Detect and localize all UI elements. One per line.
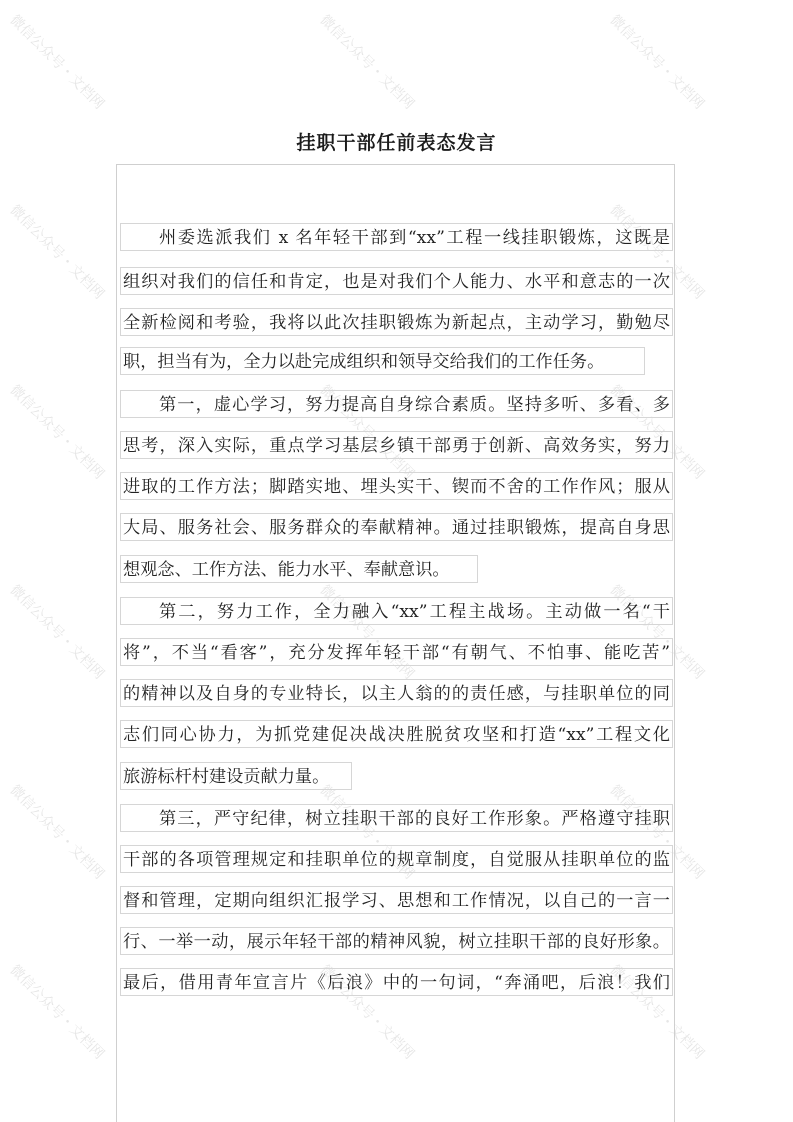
watermark-text: 微信公众号・文档网 — [316, 582, 417, 683]
text-line: 大局、服务社会、服务群众的奉献精神。通过挂职锻炼，提高自身思 — [120, 513, 673, 541]
watermark-text: 微信公众号・文档网 — [606, 782, 707, 883]
watermark-text: 微信公众号・文档网 — [606, 202, 707, 303]
watermark-text: 微信公众号・文档网 — [6, 382, 107, 483]
watermark-text: 微信公众号・文档网 — [6, 12, 107, 113]
text-line: 进取的工作方法；脚踏实地、埋头实干、锲而不舍的工作作风；服从 — [120, 472, 673, 500]
watermark-text: 微信公众号・文档网 — [316, 12, 417, 113]
text-line: 思考，深入实际，重点学习基层乡镇干部勇于创新、高效务实，努力 — [120, 431, 673, 459]
text-line: 第一，虚心学习，努力提高自身综合素质。坚持多听、多看、多 — [120, 390, 673, 418]
text-line: 全新检阅和考验，我将以此次挂职锻炼为新起点，主动学习，勤勉尽 — [120, 308, 673, 336]
text-line: 第三，严守纪律，树立挂职干部的良好工作形象。严格遵守挂职 — [120, 804, 673, 832]
text-line: 组织对我们的信任和肯定，也是对我们个人能力、水平和意志的一次 — [120, 267, 673, 295]
watermark-text: 微信公众号・文档网 — [606, 962, 707, 1063]
watermark-text: 微信公众号・文档网 — [606, 382, 707, 483]
text-line: 行、一举一动，展示年轻干部的精神风貌，树立挂职干部的良好形象。 — [120, 927, 673, 955]
text-line: 干部的各项管理规定和挂职单位的规章制度，自觉服从挂职单位的监 — [120, 845, 673, 873]
text-line: 最后，借用青年宣言片《后浪》中的一句词，“奔涌吧，后浪！我们 — [120, 968, 673, 996]
watermark-text: 微信公众号・文档网 — [316, 782, 417, 883]
watermark-text: 微信公众号・文档网 — [606, 582, 707, 683]
watermark-text: 微信公众号・文档网 — [6, 582, 107, 683]
watermark-text: 微信公众号・文档网 — [316, 382, 417, 483]
text-line: 职，担当有为，全力以赴完成组织和领导交给我们的工作任务。 — [120, 347, 645, 375]
watermark-text: 微信公众号・文档网 — [6, 782, 107, 883]
text-line: 州委选派我们 x 名年轻干部到“xx”工程一线挂职锻炼，这既是 — [120, 223, 673, 251]
text-line: 将”，不当“看客”，充分发挥年轻干部“有朝气、不怕事、能吃苦” — [120, 638, 673, 666]
watermark-text: 微信公众号・文档网 — [606, 12, 707, 113]
document-title: 挂职干部任前表态发言 — [296, 132, 497, 154]
text-line: 志们同心协力，为抓党建促决战决胜脱贫攻坚和打造“xx”工程文化 — [120, 720, 673, 748]
text-line: 想观念、工作方法、能力水平、奉献意识。 — [120, 555, 478, 583]
watermark-text: 微信公众号・文档网 — [6, 962, 107, 1063]
watermark-text: 微信公众号・文档网 — [316, 962, 417, 1063]
text-line: 旅游标杆村建设贡献力量。 — [120, 762, 352, 790]
text-line: 督和管理，定期向组织汇报学习、思想和工作情况，以自己的一言一 — [120, 886, 673, 914]
text-line: 第二，努力工作，全力融入“xx”工程主战场。主动做一名“干 — [120, 597, 673, 625]
text-line: 的精神以及自身的专业特长，以主人翁的的责任感，与挂职单位的同 — [120, 679, 673, 707]
watermark-text: 微信公众号・文档网 — [6, 202, 107, 303]
